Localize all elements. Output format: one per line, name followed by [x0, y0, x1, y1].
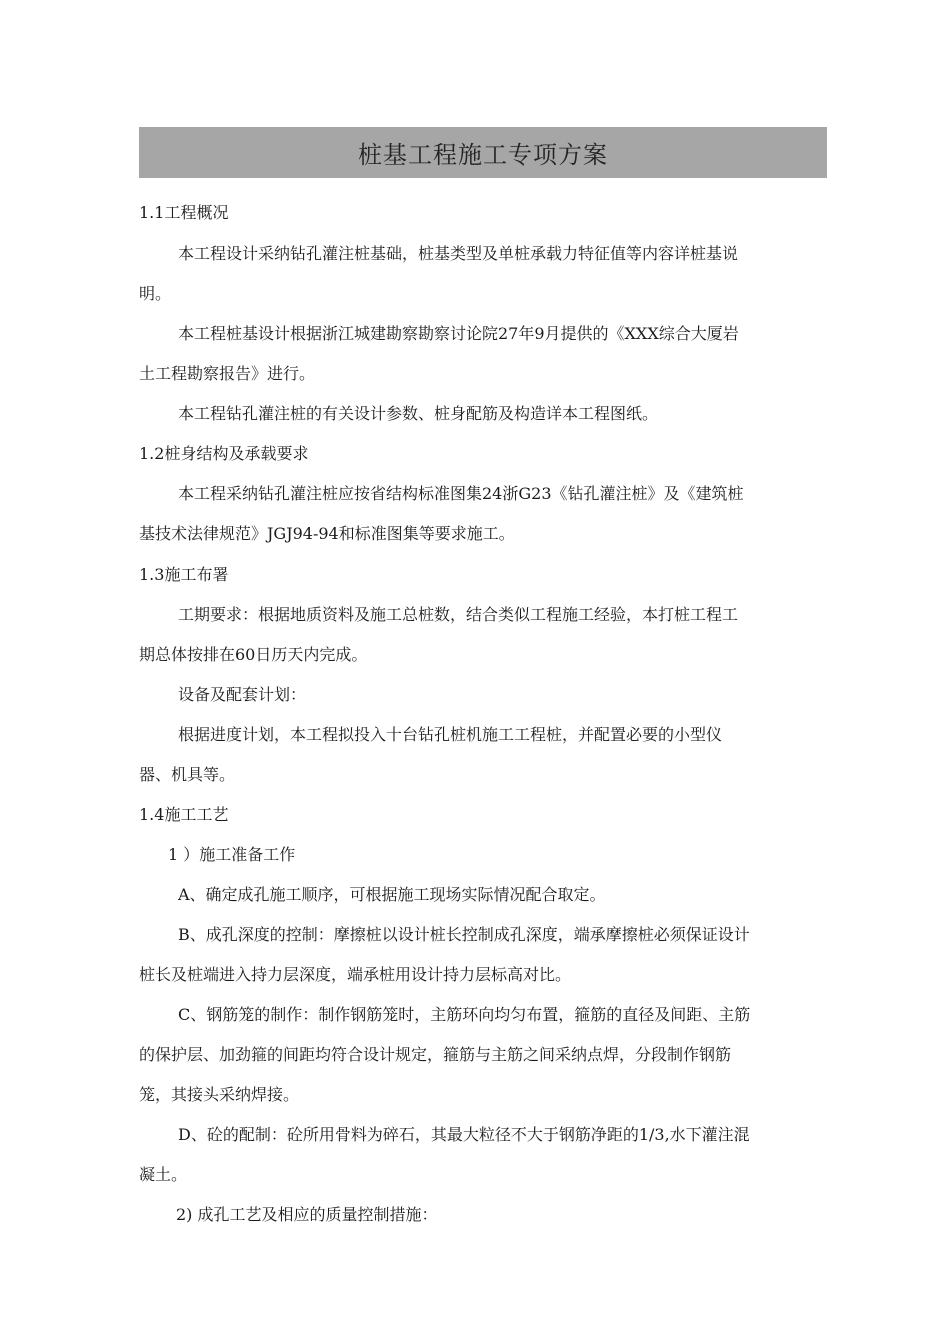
paragraph-line: 凝土。 — [139, 1165, 188, 1184]
paragraph-line: B、成孔深度的控制：摩擦桩以设计桩长控制成孔深度，端承摩擦桩必须保证设计 — [178, 925, 750, 944]
section-heading-1-4: 1.4施工工艺 — [139, 805, 229, 824]
subsection-heading: 2) 成孔工艺及相应的质量控制措施： — [176, 1205, 438, 1224]
section-heading-1-2: 1.2桩身结构及承载要求 — [139, 444, 309, 463]
paragraph-line: 的保护层、加劲箍的间距均符合设计规定，箍筋与主筋之间采纳点焊，分段制作钢筋 — [139, 1045, 732, 1064]
section-heading-1-3: 1.3施工布署 — [139, 565, 229, 584]
paragraph-line: C、钢筋笼的制作：制作钢筋笼时，主筋环向均匀布置，箍筋的直径及间距、主筋 — [178, 1005, 751, 1024]
paragraph-line: 笼，其接头采纳焊接。 — [139, 1085, 300, 1104]
paragraph-line: 桩长及桩端进入持力层深度，端承桩用设计持力层标高对比。 — [139, 965, 572, 984]
subsection-heading: 1 ）施工准备工作 — [168, 845, 296, 864]
section-heading-1-1: 1.1工程概况 — [139, 203, 229, 222]
paragraph-line: 期总体按排在60日历天内完成。 — [139, 645, 368, 664]
paragraph-line: 本工程设计采纳钻孔灌注桩基础，桩基类型及单桩承载力特征值等内容详桩基说 — [178, 244, 739, 263]
paragraph-line: 明。 — [139, 284, 172, 303]
paragraph-line: 本工程采纳钻孔灌注桩应按省结构标准图集24浙G23《钻孔灌注桩》及《建筑桩 — [178, 484, 744, 503]
title-banner — [139, 127, 827, 178]
paragraph-line: 土工程勘察报告》进行。 — [139, 364, 316, 383]
paragraph-line: 器、机具等。 — [139, 765, 236, 784]
document-title: 桩基工程施工专项方案 — [358, 141, 608, 169]
paragraph-line: 基技术法律规范》JGJ94-94和标准图集等要求施工。 — [139, 524, 515, 543]
paragraph-line: 工期要求：根据地质资料及施工总桩数，结合类似工程施工经验，本打桩工程工 — [178, 605, 739, 624]
paragraph-line: 设备及配套计划： — [178, 685, 307, 704]
paragraph-line: A、确定成孔施工顺序，可根据施工现场实际情况配合取定。 — [178, 885, 606, 904]
paragraph-line: 根据进度计划，本工程拟投入十台钻孔桩机施工工程桩，并配置必要的小型仪 — [178, 725, 723, 744]
paragraph-line: D、砼的配制：砼所用骨料为碎石，其最大粒径不大于钢筋净距的1/3,水下灌注混 — [178, 1125, 750, 1144]
paragraph-line: 本工程桩基设计根据浙江城建勘察勘察讨论院27年9月提供的《XXX综合大厦岩 — [178, 324, 739, 343]
paragraph-line: 本工程钻孔灌注桩的有关设计参数、桩身配筋及构造详本工程图纸。 — [178, 404, 659, 423]
